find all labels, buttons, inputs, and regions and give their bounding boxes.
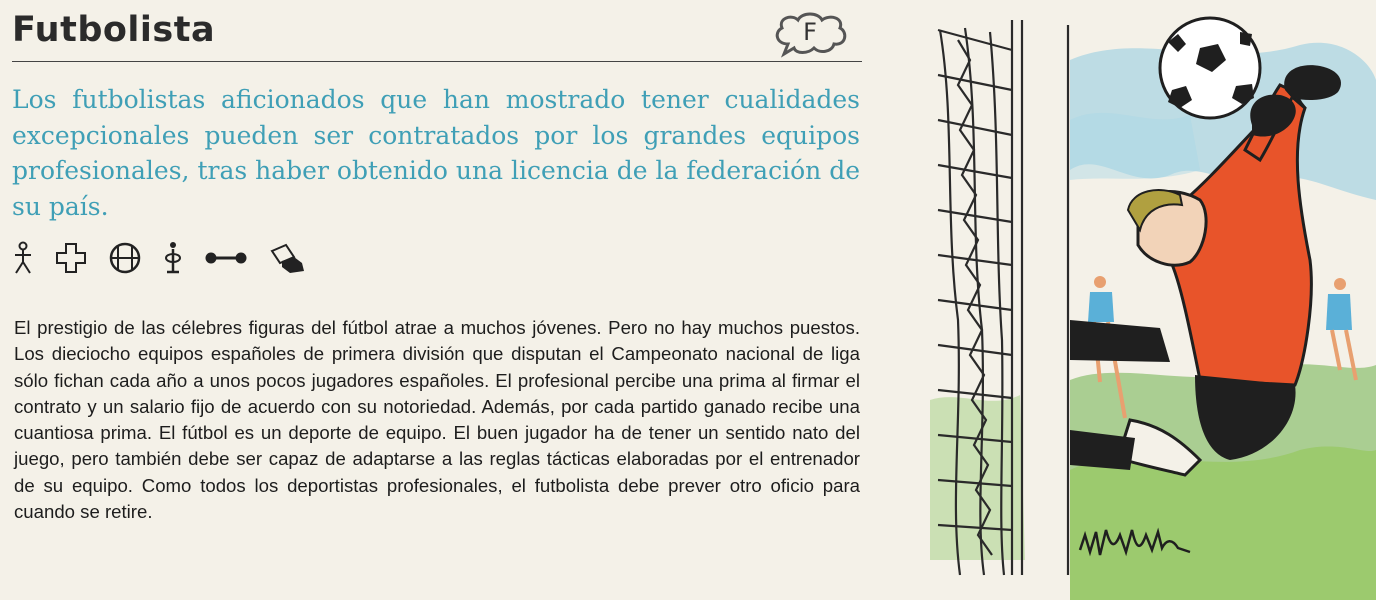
badge-letter: F [803,18,817,46]
hand-card-icon [268,241,306,275]
person-icon [12,241,34,275]
icon-row [12,240,326,276]
goalkeeper-illustration [900,0,1376,600]
ball-icon [108,241,142,275]
athlete-icon [162,241,184,275]
body-paragraph: El prestigio de las célebres figuras del fútbol atrae a muchos jóvenes. Pero no hay muchos puestos. Los dieciocho equipos españoles de primera división que disputan el Campeonato nacional de liga sólo fichan cada año a unos pocos jugadores españoles. El profesional percibe una prima al firmar el contrato y un salario fijo de acuerdo con su notoriedad. Además, por cada partido ganado recibe una cuantiosa prima. El fútbol es un deporte de equipo. El buen jugador ha de tener un sentido nato del juego, pero también debe ser capaz de adaptarse a las reglas tácticas elaboradas por el entrenador de su equipo. Como todos los deportistas profesionales, el futbolista debe prever otro oficio para cuando se retire. [14,317,860,523]
cross-icon [54,241,88,275]
page-title: Futbolista [12,10,216,50]
lead-paragraph: Los futbolistas aficionados que han mostrado tener cualidades excepcionales pueden ser contratados por los grandes equipos profesionales, tras haber obtenido una licencia de la federación de su país. [12,85,860,221]
connection-icon [204,241,248,275]
football [1160,18,1260,118]
title-divider [12,61,862,62]
background-player-right [1326,278,1356,380]
